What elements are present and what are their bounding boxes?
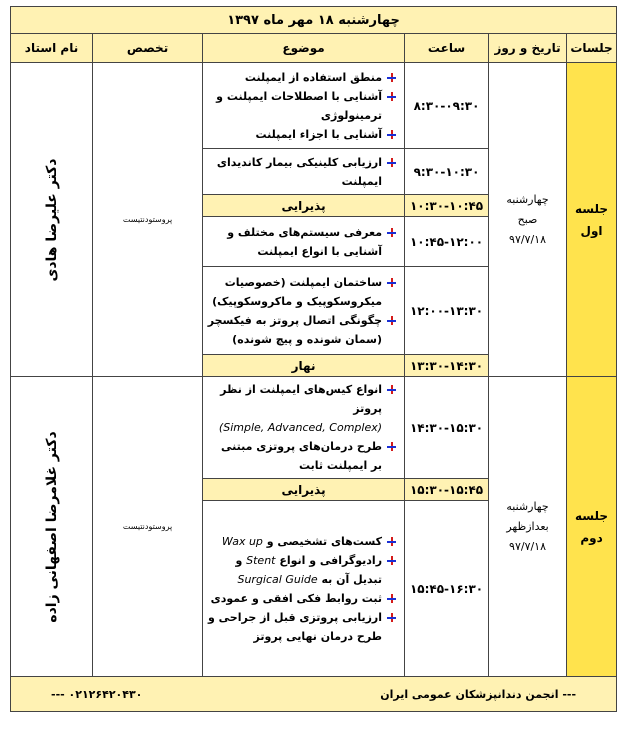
list-item: کست‌های تشخیصی و Wax up [207, 532, 396, 551]
session1-time-4: ۱۲:۰۰-۱۳:۳۰ [405, 267, 489, 355]
session1-teacher [11, 63, 93, 377]
list-item: معرفی سیستم‌های مختلف و آشنایی با انواع ایمپلنت [207, 223, 396, 261]
header-date: تاریخ و روز [489, 34, 567, 63]
session1-topic-4 [203, 267, 405, 355]
list-item: طرح درمان‌های پروتزی مبتنی بر ایمپلنت ثابت [207, 437, 396, 475]
bullet-icon [387, 158, 396, 167]
session2-date-part: بعدازظهر [506, 519, 549, 533]
page-title: چهارشنبه ۱۸ مهر ماه ۱۳۹۷ [11, 7, 617, 34]
list-item: ساختمان ایمپلنت (خصوصیات میکروسکوپیک و ماکروسکوپیک) [207, 273, 396, 311]
bullet-icon [387, 130, 396, 139]
session1-break2-label: نهار [203, 355, 405, 377]
session1-break1-label: پذیرایی [203, 195, 405, 217]
session1-teacher-name: دکتر علیرضا هادی [43, 158, 60, 281]
session1-label [567, 63, 617, 377]
session2-topic-2 [203, 501, 405, 677]
schedule-table [10, 6, 617, 712]
list-item: انواع کیس‌های ایمپلنت از نظر پروتز (Simple, Advanced, Complex) [207, 380, 396, 437]
session2-date-value: ۹۷/۷/۱۸ [509, 539, 546, 553]
header-topic: موضوع [203, 34, 405, 63]
session1-break2-time: ۱۳:۳۰-۱۴:۳۰ [405, 355, 489, 377]
footer-phone: ۰۲۱۲۶۴۲۰۴۳۰ --- [51, 687, 143, 701]
session1-date-part: صبح [517, 212, 538, 226]
bullet-icon [387, 73, 396, 82]
bullet-icon [387, 385, 396, 394]
session2-time-2: ۱۵:۴۵-۱۶:۳۰ [405, 501, 489, 677]
footer-org: --- انجمن دندانپزشکان عمومی ایران [380, 687, 577, 701]
list-item: ارزیابی کلینیکی بیمار کاندیدای ایمپلنت [207, 153, 396, 191]
session1-label-line2: اول [580, 223, 603, 238]
session2-specialty: پروستودنتیست [93, 377, 203, 677]
bullet-icon [387, 228, 396, 237]
schedule-sheet [10, 6, 616, 737]
session1-date-day: چهارشنبه [506, 192, 549, 206]
session1-topic-2 [203, 149, 405, 195]
session1-label-line1: جلسه [575, 201, 609, 216]
session2-break-time: ۱۵:۳۰-۱۵:۴۵ [405, 479, 489, 501]
session2-label-line2: دوم [580, 530, 603, 545]
session2-date-day: چهارشنبه [506, 499, 549, 513]
session1-break1-time: ۱۰:۳۰-۱۰:۴۵ [405, 195, 489, 217]
header-time: ساعت [405, 34, 489, 63]
session1-time-2: ۹:۳۰-۱۰:۳۰ [405, 149, 489, 195]
bullet-icon [387, 442, 396, 451]
list-item: چگونگی اتصال پروتز به فیکسچر (سمان شونده و پیچ شونده) [207, 311, 396, 349]
bullet-icon [387, 92, 396, 101]
bullet-icon [387, 613, 396, 622]
footer [11, 677, 617, 712]
session2-label [567, 377, 617, 677]
list-item: آشنایی با اجزاء ایمپلنت [207, 125, 396, 144]
session1-specialty: پروستودنتیست [93, 63, 203, 377]
session2-time-1: ۱۴:۳۰-۱۵:۳۰ [405, 377, 489, 479]
list-item: آشنایی با اصطلاحات ایمپلنت و ترمینولوژی [207, 87, 396, 125]
session2-break-label: پذیرایی [203, 479, 405, 501]
session2-teacher [11, 377, 93, 677]
bullet-icon [387, 278, 396, 287]
header-teacher: نام استاد [11, 34, 93, 63]
session1-time-3: ۱۰:۴۵-۱۲:۰۰ [405, 217, 489, 267]
header-session: جلسات [567, 34, 617, 63]
session1-time-1: ۸:۳۰-۰۹:۳۰ [405, 63, 489, 149]
session1-date-value: ۹۷/۷/۱۸ [509, 232, 546, 246]
session2-date [489, 377, 567, 677]
bullet-icon [387, 556, 396, 565]
session1-topic-1 [203, 63, 405, 149]
session1-date [489, 63, 567, 377]
session2-topic-1 [203, 377, 405, 479]
session2-label-line1: جلسه [575, 508, 609, 523]
session1-topic-3 [203, 217, 405, 267]
list-item: رادیوگرافی و انواع Stent و تبدیل آن به Surgical Guide [207, 551, 396, 589]
bullet-icon [387, 537, 396, 546]
bullet-icon [387, 316, 396, 325]
list-item: منطق استفاده از ایمپلنت [207, 68, 396, 87]
header-specialty: تخصص [93, 34, 203, 63]
list-item: ارزیابی پروتزی قبل از جراحی و طرح درمان نهایی پروتز [207, 608, 396, 646]
session2-teacher-name: دکتر غلامرضا اصفهانی زاده [43, 430, 60, 623]
list-item: ثبت روابط فکی افقی و عمودی [207, 589, 396, 608]
bullet-icon [387, 594, 396, 603]
